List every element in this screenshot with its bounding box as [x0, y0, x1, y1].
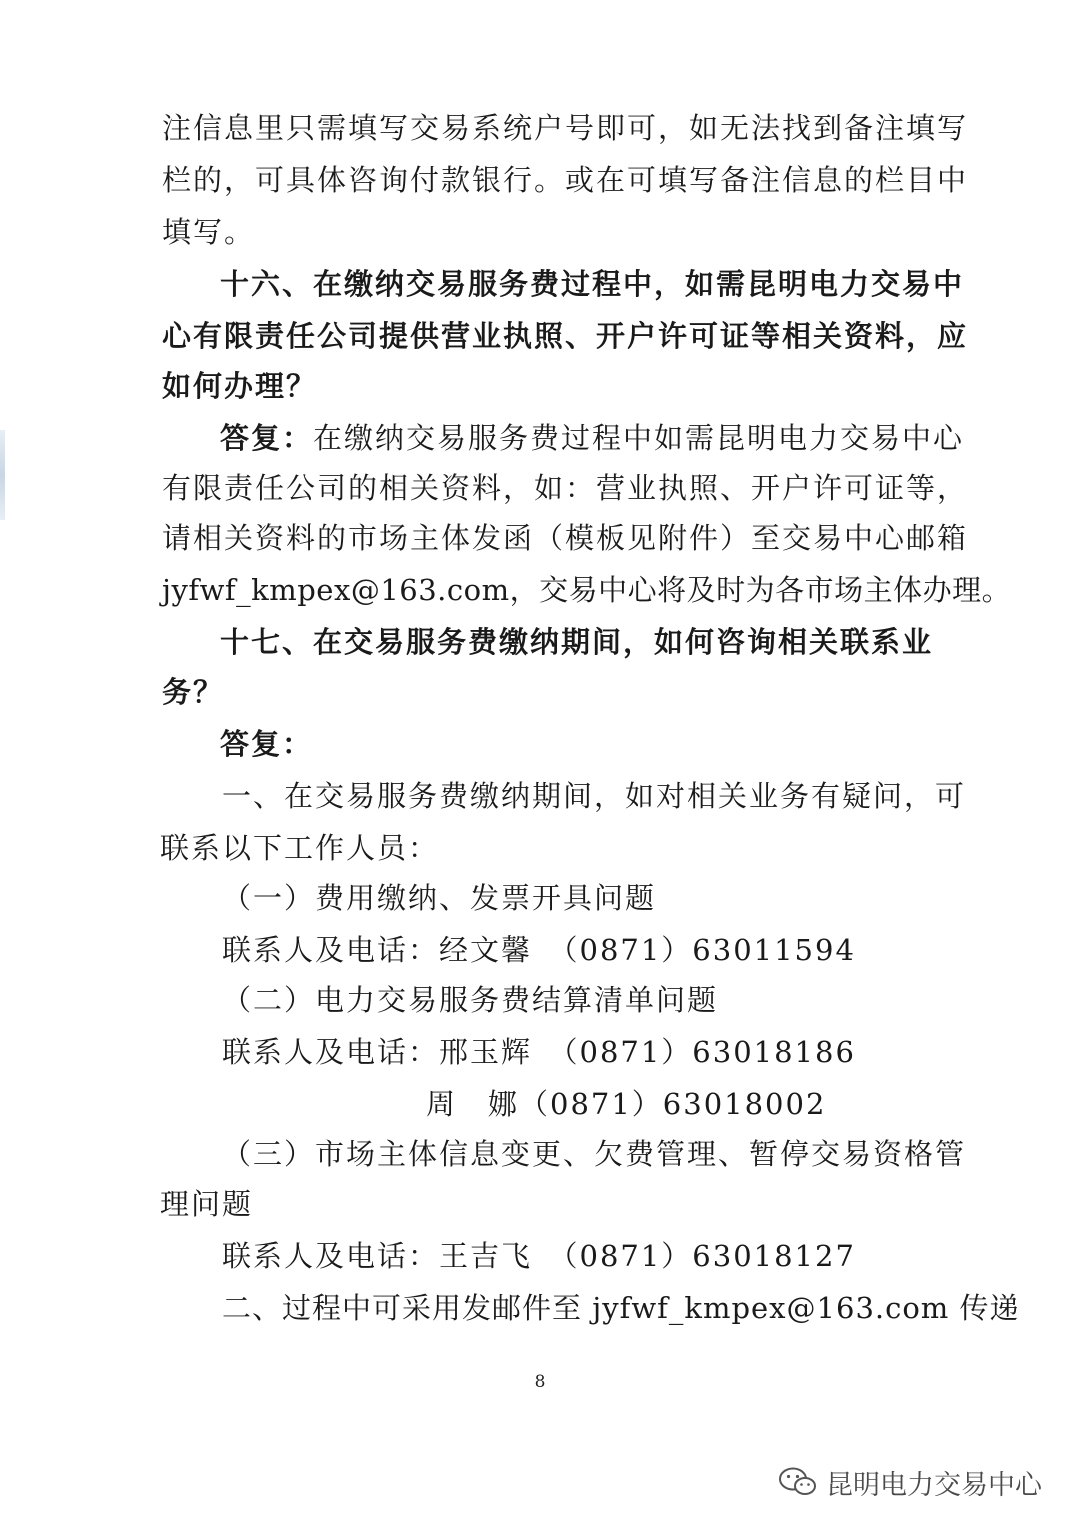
watermark-text: 昆明电力交易中心 — [826, 1469, 1042, 1501]
contact-line: 联系人及电话：王吉飞 （0871）63018127 — [222, 1239, 856, 1273]
section-title: （一）费用缴纳、发票开具问题 — [222, 881, 657, 915]
page-number: 8 — [534, 1372, 546, 1392]
section-title: 理问题 — [160, 1187, 254, 1221]
text-line: 有限责任公司的相关资料，如：营业执照、开户许可证等， — [162, 471, 969, 505]
text-line: 注信息里只需填写交易系统户号即可，如无法找到备注填写 — [162, 111, 969, 145]
account-watermark — [778, 1462, 1042, 1502]
answer-label: 答复： — [220, 421, 314, 455]
scan-edge-mark — [0, 430, 5, 520]
email-line: jyfwf_kmpex@163.com，交易中心将及时为各市场主体办理。 — [162, 573, 1012, 607]
contact-line: 周 娜（0871）63018002 — [426, 1087, 827, 1121]
email-line: 二、过程中可采用发邮件至 jyfwf_kmpex@163.com 传递 — [222, 1291, 1020, 1325]
text-line: 联系以下工作人员： — [160, 831, 440, 865]
contact-line: 联系人及电话：经文馨 （0871）63011594 — [222, 933, 856, 967]
answer-16-line — [220, 418, 965, 458]
answer-label: 答复： — [220, 727, 314, 761]
question-17-heading: 务？ — [162, 675, 225, 709]
answer-text: 在缴纳交易服务费过程中如需昆明电力交易中心 — [313, 421, 965, 455]
question-16-heading: 如何办理？ — [162, 369, 318, 403]
question-16-heading: 十六、在缴纳交易服务费过程中，如需昆明电力交易中 — [220, 267, 965, 301]
text-line: 填写。 — [162, 215, 256, 249]
text-line: 栏的，可具体咨询付款银行。或在可填写备注信息的栏目中 — [162, 163, 969, 197]
contact-line: 联系人及电话：邢玉辉 （0871）63018186 — [222, 1035, 856, 1069]
section-title: （二）电力交易服务费结算清单问题 — [222, 983, 719, 1017]
text-line: 一、在交易服务费缴纳期间，如对相关业务有疑问，可 — [222, 779, 967, 813]
text-line: 请相关资料的市场主体发函（模板见附件）至交易中心邮箱 — [162, 521, 969, 555]
section-title: （三）市场主体信息变更、欠费管理、暂停交易资格管 — [222, 1137, 967, 1171]
wechat-icon — [778, 1466, 818, 1498]
question-16-heading: 心有限责任公司提供营业执照、开户许可证等相关资料，应 — [162, 319, 969, 353]
question-17-heading: 十七、在交易服务费缴纳期间，如何咨询相关联系业 — [220, 625, 934, 659]
